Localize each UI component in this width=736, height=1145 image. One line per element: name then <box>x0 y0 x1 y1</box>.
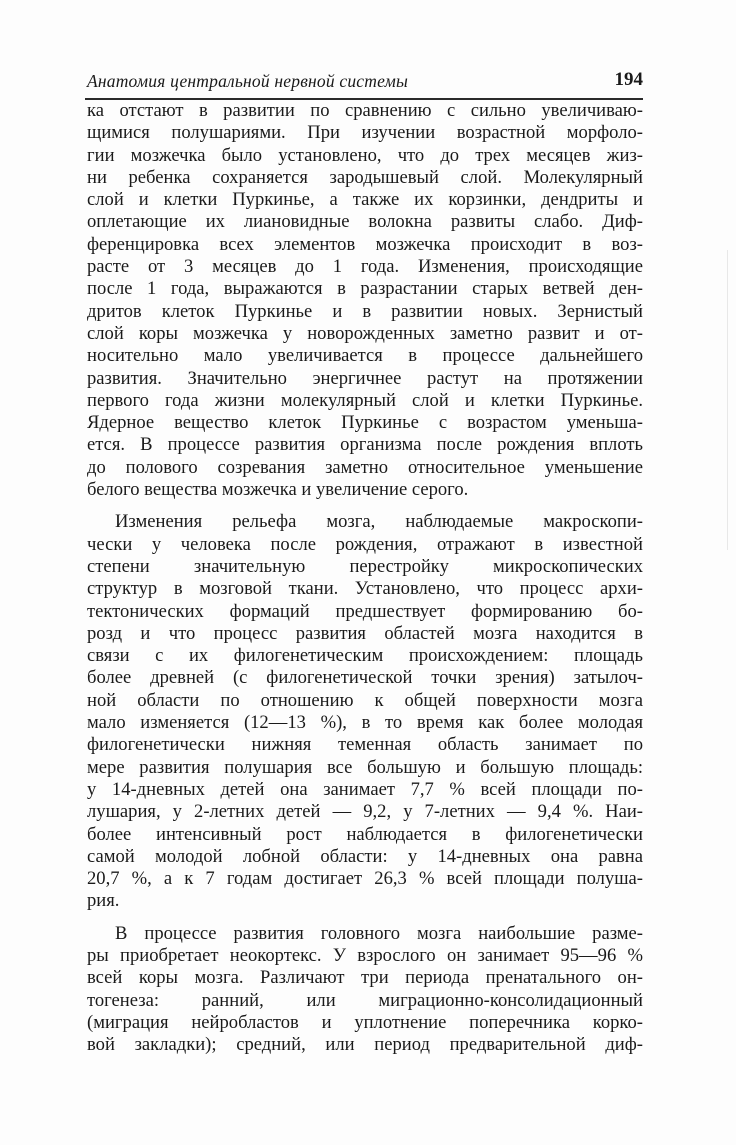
text-line: слой и клетки Пуркинье, а также их корзинки, дендриты и <box>87 189 643 211</box>
text-line: вой закладки); средний, или период предварительной диф- <box>87 1034 643 1056</box>
text-line: ной области по отношению к общей поверхности мозга <box>87 689 643 711</box>
text-line: мало изменяется (12—13 %), в то время как более молодая <box>87 712 643 734</box>
scan-margin-mark <box>727 250 728 550</box>
text-line: филогенетически нижняя теменная область занимает по <box>87 734 643 756</box>
text-line: у 14-дневных детей она занимает 7,7 % всей площади по- <box>87 778 643 800</box>
page-header <box>87 68 643 98</box>
text-line: тогенеза: ранний, или миграционно-консолидационный <box>87 989 643 1011</box>
text-line: более древней (с филогенетической точки зрения) затылоч- <box>87 667 643 689</box>
text-line: В процессе развития головного мозга наибольшие разме- <box>115 922 643 944</box>
text-line: гии мозжечка было установлено, что до трех месяцев жиз- <box>87 144 643 166</box>
paragraph-2 <box>87 511 643 912</box>
text-line: ни ребенка сохраняется зародышевый слой. Молекулярный <box>87 166 643 188</box>
text-line: ка отстают в развитии по сравнению с сильно увеличиваю- <box>87 100 643 121</box>
page-number: 194 <box>614 69 643 90</box>
running-title: Анатомия центральной нервной системы <box>87 71 409 91</box>
text-line: связи с их филогенетическим происхождением: площадь <box>87 645 643 667</box>
text-line: ры приобретает неокортекс. У взрослого он занимает 95—96 % <box>87 944 643 966</box>
text-line: розд и что процесс развития областей мозга находится в <box>87 622 643 644</box>
text-line: тектонических формаций предшествует формированию бо- <box>87 600 643 622</box>
text-line: лушария, у 2-летних детей — 9,2, у 7-летних — 9,4 %. Наи- <box>87 801 643 823</box>
text-line: расте от 3 месяцев до 1 года. Изменения, происходящие <box>87 256 643 278</box>
text-line: оплетающие их лиановидные волокна развиты слабо. Диф- <box>87 211 643 233</box>
text-line: мере развития полушария все большую и большую площадь: <box>87 756 643 778</box>
text-line: до полового созревания заметно относительное уменьшение <box>87 456 643 478</box>
text-line: более интенсивный рост наблюдается в филогенетически <box>87 823 643 845</box>
text-line: щимися полушариями. При изучении возрастной морфоло- <box>87 122 643 144</box>
text-line: степени значительную перестройку микроскопических <box>87 555 643 577</box>
text-line: всей коры мозга. Различают три периода пренатального он- <box>87 967 643 989</box>
text-line: развития. Значительно энергичнее растут на протяжении <box>87 367 643 389</box>
text-line: после 1 года, выражаются в разрастании старых ветвей ден- <box>87 278 643 300</box>
text-line: первого года жизни молекулярный слой и клетки Пуркинье. <box>87 389 643 411</box>
paragraph-1 <box>87 100 643 501</box>
text-line: Изменения рельефа мозга, наблюдаемые макроскопи- <box>115 511 643 533</box>
text-line: чески у человека после рождения, отражают в известной <box>87 533 643 555</box>
text-line: ется. В процессе развития организма после рождения вплоть <box>87 434 643 456</box>
text-line: ференцировка всех элементов мозжечка происходит в воз- <box>87 233 643 255</box>
text-line: носительно мало увеличивается в процессе дальнейшего <box>87 345 643 367</box>
text-line: (миграция нейробластов и уплотнение поперечника корко- <box>87 1011 643 1033</box>
text-line: дритов клеток Пуркинье и в развитии новых. Зернистый <box>87 300 643 322</box>
body-text <box>87 100 643 1056</box>
text-line: структур в мозговой ткани. Установлено, что процесс архи- <box>87 578 643 600</box>
text-line: 20,7 %, а к 7 годам достигает 26,3 % всей площади полуша- <box>87 868 643 890</box>
text-line: самой молодой лобной области: у 14-дневных она равна <box>87 845 643 867</box>
text-line: рия. <box>87 890 120 912</box>
paragraph-3 <box>87 923 643 1057</box>
text-line: слой коры мозжечка у новорожденных заметно развит и от- <box>87 322 643 344</box>
text-line: белого вещества мозжечка и увеличение серого. <box>87 479 469 501</box>
text-line: Ядерное вещество клеток Пуркинье с возрастом уменьша- <box>87 412 643 434</box>
